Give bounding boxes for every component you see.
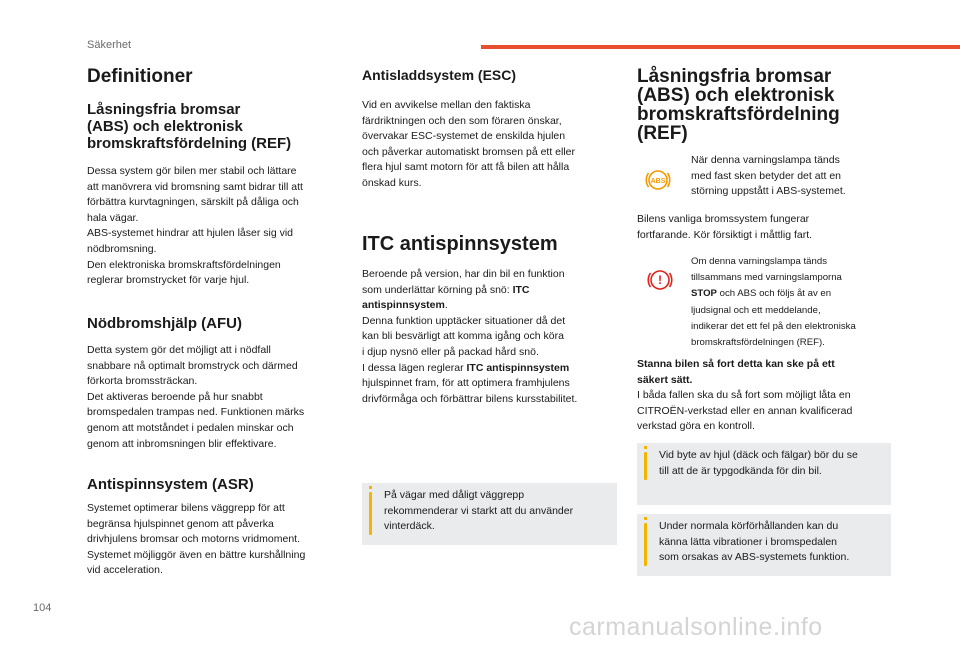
svg-text:!: ! — [658, 273, 662, 287]
abs-warning-text: När denna varningslampa tänds med fast sken betyder det att en störning uppstått i ABS-systemet. — [691, 154, 846, 198]
info-icon — [369, 486, 372, 489]
note-text: Under normala körförhållanden kan du känna lätta vibrationer i bromspedalen som orsakas av ABS-systemets funktion. — [659, 520, 850, 564]
note-bar — [644, 523, 647, 566]
stop-instructions: Stanna bilen så fort detta kan ske på ett säkert sätt. I båda fallen ska du så fort som möjligt låta en CITROËN-verkstad eller en annan kvalificerad verkstad göra en kontroll. — [637, 358, 853, 433]
section-accent-bar — [481, 45, 960, 49]
page-number: 104 — [33, 602, 52, 614]
esc-text: Vid en avvikelse mellan den faktiska färdriktningen och den som föraren önskar, övervakar ESC-systemet de enskilda hjulen och påverkar automatiskt bromsen på ett eller flera hjul samt motorn för att få bilen att hålla önskad kurs. — [362, 99, 576, 189]
itc-heading: ITC antispinnsystem — [362, 233, 558, 255]
abs-ref-text: Dessa system gör bilen mer stabil och lättare att manövrera vid bromsning samt bidrar till att förbättra kurvtagningen, särskilt på dåliga och hala vägar. ABS-systemet hindrar att hjulen låser sig vid nödbromsning. Den elektroniska bromskraftsfördelningen reglerar bromstrycket för varje hjul. — [87, 165, 303, 287]
note-text: På vägar med dåligt väggrepp rekommenderar vi starkt att du använder vinterdäck. — [384, 489, 574, 533]
asr-heading: Antispinnsystem (ASR) — [87, 476, 254, 493]
info-icon — [644, 446, 647, 449]
alert-warning-text: Om denna varningslampa tänds tillsammans med varningslamporna STOP och ABS och följs åt av en ljudsignal och ett meddelande, indikerar det ett fel på den elektroniska bromskraftsfördelningen (REF). — [691, 256, 856, 349]
abs-warning-icon — [643, 165, 673, 195]
afu-heading: Nödbromshjälp (AFU) — [87, 315, 242, 332]
note-text: Vid byte av hjul (däck och fälgar) bör du se till att de är typgodkända för din bil. — [659, 449, 858, 477]
afu-text: Detta system gör det möjligt att i nödfall snabbare nå optimalt bromstryck och därmed förkorta bromssträckan. Det aktiveras beroende på hur snabbt bromspedalen trampas ned. Funktionen märks genom att motståndet i pedalen minskar och genom att inbromsningen blir effektivare. — [87, 344, 305, 450]
svg-text:ABS: ABS — [650, 177, 666, 185]
info-icon — [644, 517, 647, 520]
winter-tyre-note — [362, 483, 617, 545]
abs-ref-heading: Låsningsfria bromsar (ABS) och elektronisk bromskraftsfördelning (REF) — [87, 101, 292, 152]
watermark: carmanualsonline.info — [569, 613, 823, 641]
vibration-note — [637, 514, 891, 576]
esc-heading: Antisladdsystem (ESC) — [362, 67, 517, 83]
page-title: Definitioner — [87, 66, 193, 87]
brake-alert-icon — [645, 265, 675, 295]
note-bar — [644, 452, 647, 480]
note-bar — [369, 492, 372, 535]
section-label: Säkerhet — [87, 39, 132, 51]
wheel-change-note — [637, 443, 891, 505]
itc-text: Beroende på version, har din bil en funktion som underlättar körning på snö: ITC antispinnsystem. Denna funktion upptäcker situationer då det kan bli besvärligt att komma igång och köra i djup nysnö eller på packad hård snö. I dessa lägen reglerar ITC antispinnsystem hjulspinnet fram, för att optimera framhjulens drivförmåga och förbättrar bilens kursstabilitet. — [362, 268, 578, 405]
abs-ref-section-heading: Låsningsfria bromsar (ABS) och elektronisk bromskraftsfördelning (REF) — [637, 66, 840, 144]
asr-text: Systemet optimerar bilens väggrepp för att begränsa hjulspinnet genom att påverka drivhjulens bromsar och motorns vridmoment. Systemet möjliggör även en bättre kurshållning vid acceleration. — [87, 502, 306, 577]
brake-status-text: Bilens vanliga bromssystem fungerar fortfarande. Kör försiktigt i måttlig fart. — [637, 213, 813, 241]
